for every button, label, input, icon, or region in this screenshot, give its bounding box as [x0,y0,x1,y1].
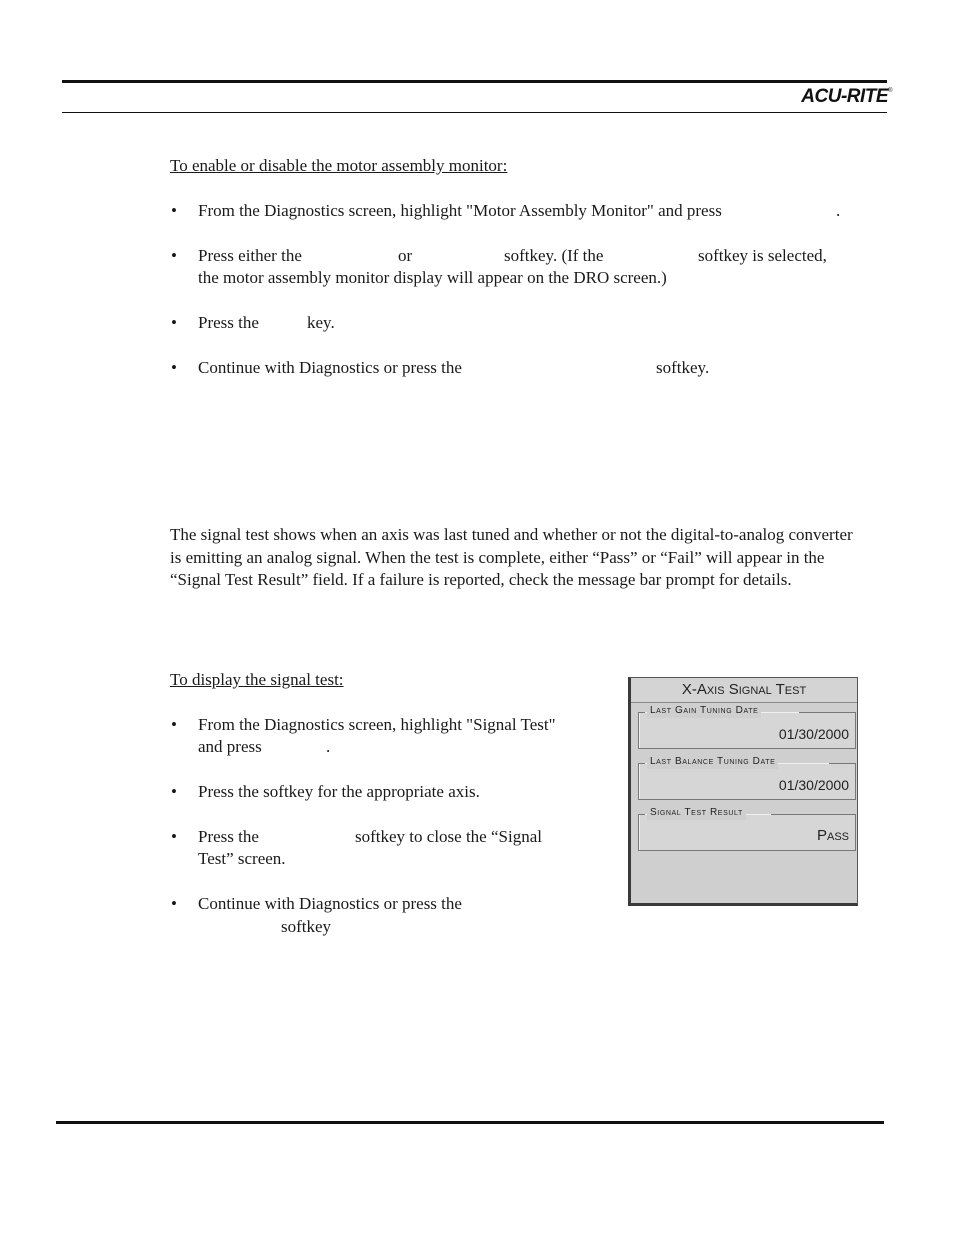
s1-bullet3-b: key. [307,313,335,332]
bullet-glyph: • [171,782,177,801]
s1-bullet1-end: . [836,201,841,220]
s1-bullet4-b: softkey. [656,358,710,377]
s2-bullet3-line2: Test” screen. [198,849,286,868]
s1-bullet2-b: or [398,246,413,265]
s1-bullet2-a: Press either the [198,246,302,265]
field-border-top [829,763,855,764]
bullet-glyph: • [171,246,177,265]
footer-rule [56,1121,884,1124]
display-signal-test-heading: To display the signal test: [170,670,344,689]
signal-test-panel [628,677,858,906]
registered-mark: ® [888,88,892,94]
s1-bullet2-line2: the motor assembly monitor display will appear on the DRO screen.) [198,268,667,287]
bullet-glyph: • [171,358,177,377]
enable-monitor-heading: To enable or disable the motor assembly monitor: [170,156,508,175]
s1-bullet2-d: softkey is selected, [698,246,827,265]
signal-test-paragraph: The signal test shows when an axis was last tuned and whether or not the digital-to-analog converter is emitting an analog signal. When the test is complete, either “Pass” or “Fail” will appear in the “Signal Test Result” field. If a failure is reported, check the message bar prompt for details. [170,525,853,589]
panel-title: X-Axis Signal Test [631,678,857,703]
signal-test-result-field [638,807,856,851]
s1-bullet2-c: softkey. (If the [504,246,604,265]
field-label: Last Gain Tuning Date [647,704,761,718]
s1-bullet4-a: Continue with Diagnostics or press the [198,358,462,377]
logo-text: ACU-RITE [801,86,889,107]
field-border-top [639,712,645,713]
last-gain-tuning-date-field [638,705,856,749]
s2-bullet2-text: Press the softkey for the appropriate axis. [198,782,480,801]
field-value: Pass [816,827,849,844]
header-bottom-rule [62,112,887,113]
acu-rite-logo [801,86,892,108]
field-label: Last Balance Tuning Date [647,755,778,769]
s2-bullet1-line2a: and press [198,737,262,756]
s1-bullet1-text: From the Diagnostics screen, highlight "Motor Assembly Monitor" and press [198,201,722,220]
s2-bullet3-b: softkey to close the “Signal [355,827,542,846]
s2-bullet4-line1: Continue with Diagnostics or press the [198,894,462,913]
last-balance-tuning-date-field [638,756,856,800]
s1-bullet3-a: Press the [198,313,259,332]
s2-bullet3-a: Press the [198,827,259,846]
bullet-glyph: • [171,894,177,913]
bullet-glyph: • [171,715,177,734]
field-border-top [639,814,645,815]
s2-bullet1-line2b: . [326,737,331,756]
field-border-top [639,763,645,764]
field-border-top [799,712,855,713]
bullet-glyph: • [171,313,177,332]
bullet-glyph: • [171,827,177,846]
field-border-top [771,814,855,815]
field-value: 01/30/2000 [778,777,849,793]
field-value: 01/30/2000 [778,726,849,742]
header-top-rule [62,80,887,83]
s2-bullet1-line1: From the Diagnostics screen, highlight "Signal Test" [198,715,556,734]
bullet-glyph: • [171,201,177,220]
s2-bullet4-line2: softkey [281,917,332,936]
field-label: Signal Test Result [647,806,746,820]
